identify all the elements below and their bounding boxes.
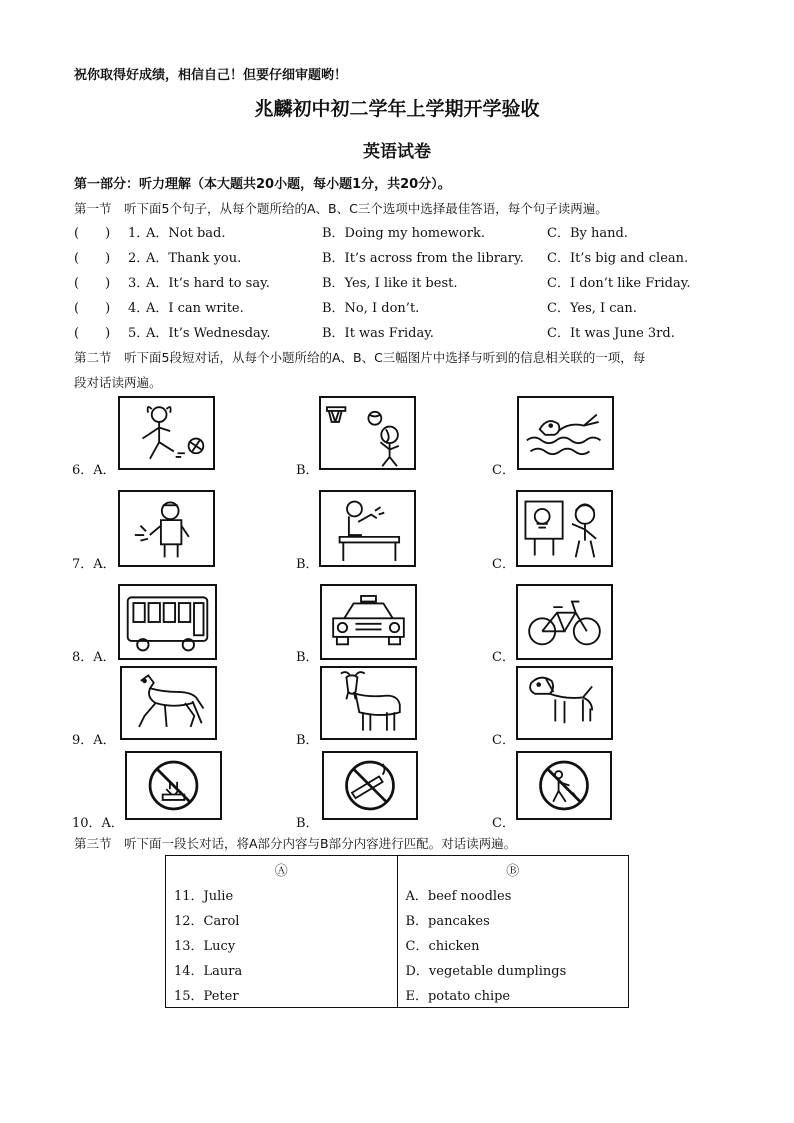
option-b: B．It’s across from the library.: [322, 251, 524, 266]
q9-b-label: B．: [296, 733, 319, 748]
q10-label: 10．A．: [72, 816, 124, 831]
section2-instruction: 第二节 听下面5段短对话，从每个小题所给的A、B、C三幅图片中选择与听到的信息相关联的一项，每: [74, 350, 646, 365]
option-b: B．No, I don’t.: [322, 301, 420, 316]
option-a: A．It’s hard to say.: [146, 276, 270, 291]
question-number: 3．: [128, 276, 150, 291]
question-row: [74, 247, 734, 272]
question-row: [74, 222, 734, 247]
q6-label: 6．A．: [72, 463, 116, 478]
page-title: 兆麟初中初二学年上学期开学验收: [254, 98, 540, 120]
question-number: 1．: [128, 226, 150, 241]
q6-b-label: B．: [296, 463, 319, 478]
option-a: A．It’s Wednesday.: [146, 326, 271, 341]
question-row: [74, 322, 734, 347]
option-a: A．Thank you.: [146, 251, 242, 266]
bicycle-icon[interactable]: [516, 584, 613, 660]
q7-c-label: C．: [492, 557, 515, 572]
answer-bracket[interactable]: ( ): [74, 301, 111, 316]
food-cell: A．beef noodles: [397, 882, 629, 907]
option-c: C．By hand.: [547, 226, 628, 241]
food-cell: D．vegetable dumplings: [397, 957, 629, 982]
question-row: [74, 272, 734, 297]
food-cell: C．chicken: [397, 932, 629, 957]
table-header-row: [166, 856, 629, 883]
no-fighting-icon[interactable]: [125, 751, 222, 820]
answer-bracket[interactable]: ( ): [74, 226, 111, 241]
boy-eating-icon[interactable]: [118, 490, 215, 567]
matching-table: [165, 855, 629, 1008]
column-b-header: Ⓑ: [397, 856, 629, 883]
no-smoking-icon[interactable]: [322, 751, 418, 820]
q7-b-label: B．: [296, 557, 319, 572]
dog-swimming-icon[interactable]: [517, 396, 614, 470]
person-cell: 11．Julie: [166, 882, 398, 907]
girl-kicking-ball-icon[interactable]: [118, 396, 215, 470]
q8-c-label: C．: [492, 650, 515, 665]
option-c: C．It’s big and clean.: [547, 251, 689, 266]
option-c: C．I don’t like Friday.: [547, 276, 691, 291]
food-cell: E．potato chipe: [397, 982, 629, 1008]
no-littering-icon[interactable]: [516, 751, 612, 820]
teacher-blackboard-icon[interactable]: [516, 490, 613, 567]
boy-basketball-icon[interactable]: [319, 396, 416, 470]
person-cell: 13．Lucy: [166, 932, 398, 957]
goat-icon[interactable]: [320, 666, 417, 740]
q8-label: 8．A．: [72, 650, 116, 665]
table-row: [166, 882, 629, 907]
girl-at-desk-icon[interactable]: [319, 490, 416, 567]
q10-c-label: C．: [492, 816, 515, 831]
section3-instruction: 第三节 听下面一段长对话，将A部分内容与B部分内容进行匹配。对话读两遍。: [74, 836, 517, 851]
person-cell: 12．Carol: [166, 907, 398, 932]
answer-bracket[interactable]: ( ): [74, 326, 111, 341]
option-a: A．Not bad.: [146, 226, 226, 241]
section1-questions: [74, 222, 734, 347]
q10-b-label: B．: [296, 816, 319, 831]
food-cell: B．pancakes: [397, 907, 629, 932]
part1-heading: 第一部分：听力理解（本大题共20小题，每小题1分，共20分）。: [74, 177, 451, 192]
table-row: [166, 982, 629, 1008]
q9-label: 9．A．: [72, 733, 116, 748]
question-row: [74, 297, 734, 322]
option-c: C．Yes, I can.: [547, 301, 637, 316]
q6-c-label: C．: [492, 463, 515, 478]
page-subtitle: 英语试卷: [363, 142, 431, 162]
question-number: 5．: [128, 326, 150, 341]
bus-icon[interactable]: [118, 584, 217, 660]
dog-icon[interactable]: [516, 666, 613, 740]
option-a: A．I can write.: [146, 301, 244, 316]
column-a-header: Ⓐ: [166, 856, 398, 883]
person-cell: 15．Peter: [166, 982, 398, 1008]
option-b: B．It was Friday.: [322, 326, 434, 341]
question-number: 4．: [128, 301, 150, 316]
option-b: B．Yes, I like it best.: [322, 276, 458, 291]
section1-instruction: 第一节 听下面5个句子，从每个题所给的A、B、C三个选项中选择最佳答语，每个句子读两遍。: [74, 201, 608, 216]
taxi-icon[interactable]: [320, 584, 417, 660]
q8-b-label: B．: [296, 650, 319, 665]
table-row: [166, 932, 629, 957]
table-row: [166, 907, 629, 932]
q9-c-label: C．: [492, 733, 515, 748]
person-cell: 14．Laura: [166, 957, 398, 982]
answer-bracket[interactable]: ( ): [74, 276, 111, 291]
q7-label: 7．A．: [72, 557, 116, 572]
answer-bracket[interactable]: ( ): [74, 251, 111, 266]
question-number: 2．: [128, 251, 150, 266]
section2-instruction-cont: 段对话读两遍。: [74, 375, 162, 390]
option-b: B．Doing my homework.: [322, 226, 485, 241]
option-c: C．It was June 3rd.: [547, 326, 675, 341]
horse-icon[interactable]: [120, 666, 217, 740]
table-row: [166, 957, 629, 982]
motto: 祝你取得好成绩，相信自己！但要仔细审题哟！: [74, 68, 348, 83]
